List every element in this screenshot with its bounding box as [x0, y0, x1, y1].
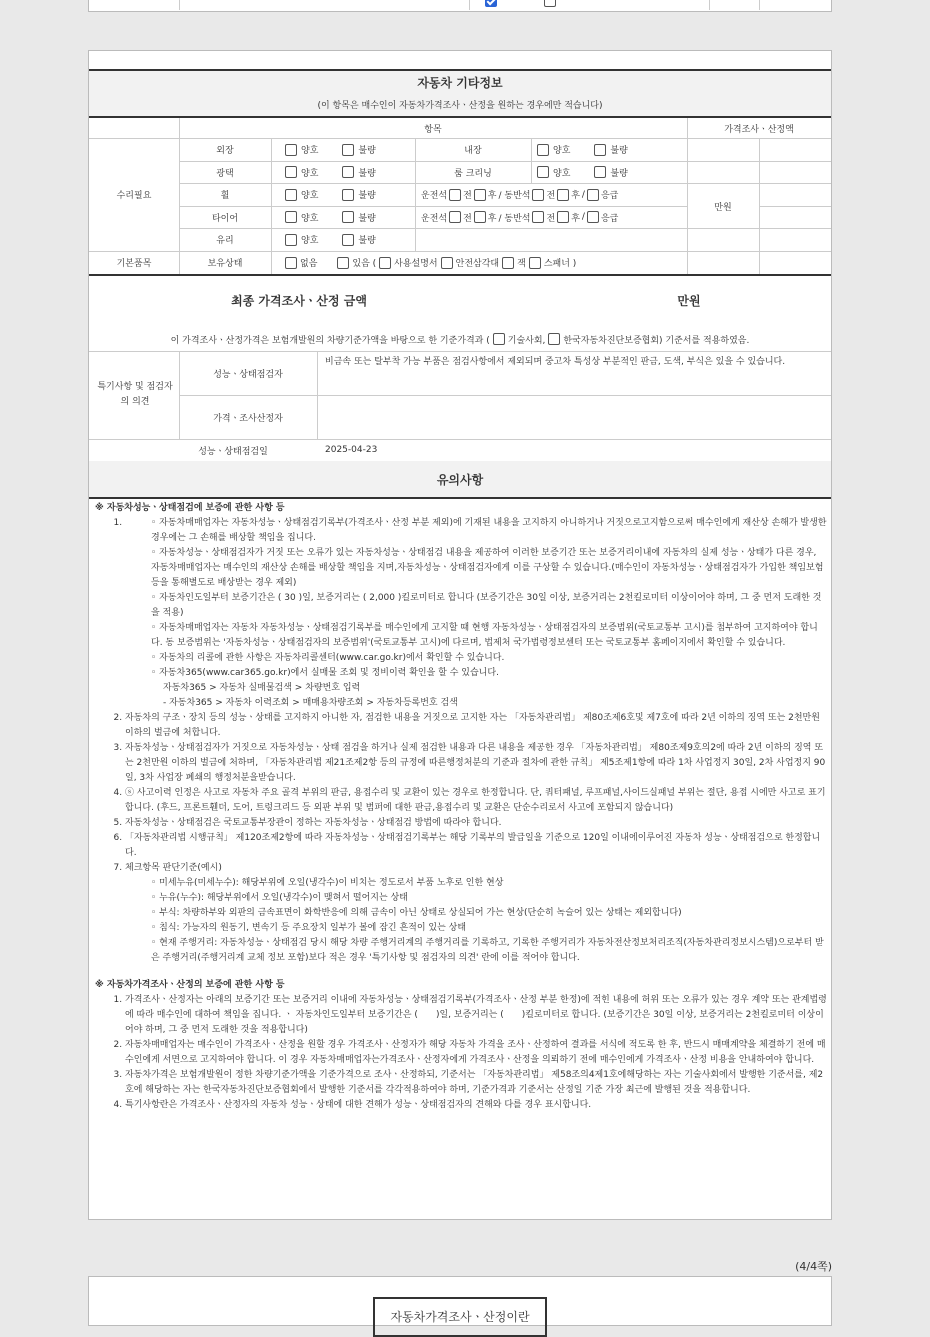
col-price: 가격조사ㆍ산정액: [724, 124, 794, 135]
front-label: 전: [463, 213, 472, 224]
rear-label: 후: [571, 213, 580, 224]
bad-checkbox[interactable]: [544, 0, 556, 7]
triangle-label: 안전삼각대: [455, 259, 500, 269]
good-label: 양호: [301, 191, 319, 201]
good-label: 양호: [553, 168, 571, 179]
seat-checkbox[interactable]: [557, 189, 569, 201]
seat-checkbox[interactable]: [587, 189, 599, 201]
bad-checkbox[interactable]: [342, 166, 354, 178]
good-label: 양호: [553, 146, 571, 156]
seat-checkbox[interactable]: [474, 189, 486, 201]
notice-sub: [125, 681, 827, 711]
good-label: 양호: [301, 236, 319, 246]
bad-label: 불량: [358, 191, 376, 201]
seat-checkbox[interactable]: [532, 189, 544, 201]
notice-bullet: ◦ 자동차의 리콜에 관한 사항은 자동차리콜센터(www.car.go.kr)에서 확인할 수 있습니다.: [151, 651, 827, 666]
choice-group: [537, 138, 677, 161]
rule: [89, 274, 831, 276]
seat-checkbox[interactable]: [557, 211, 569, 223]
bad-checkbox[interactable]: [342, 144, 354, 156]
bad-label: 불량: [358, 146, 376, 156]
final-price-unit: 만원: [677, 293, 701, 308]
special-label: 특기사항 및 점검자의 의견: [97, 382, 173, 407]
seat-checkbox[interactable]: [474, 211, 486, 223]
choice-group: [285, 138, 405, 161]
notice-bullet: ◦ 자동차매매업자는 자동차 자동차성능ㆍ상태점검기록부를 매수인에게 고지할 때 현행 자동차성능ㆍ상태점검자의 보증범위(국토교통부 고시)를 첨부하여 고지하여야 합니다. 동 보증범위는 '자동차성능ㆍ상태점검자의 보증범위'(국토교통부 고시)에 다르며, 법제처 국가법령정보센터 또는 국토교통부 홈페이지에서 확인할 수 있습니다.: [151, 621, 827, 651]
seat-row: [421, 183, 685, 206]
notice-bullet: ◦ 자동차365(www.car365.go.kr)에서 실매물 조회 및 정비이력 확인을 할 수 있습니다.: [151, 666, 827, 681]
bad-checkbox[interactable]: [342, 189, 354, 201]
good-label: 양호: [301, 168, 319, 179]
front-label: 전: [546, 213, 556, 224]
good-checkbox[interactable]: [285, 211, 297, 223]
seat-checkbox[interactable]: [532, 211, 544, 223]
notice-item-text: 자동차의 구조ㆍ장치 등의 성능ㆍ상태를 고지하지 아니한 자, 점검한 내용을 거짓으로 고지한 자는 「자동차관리법」 제80조제6호및 제7호에 따라 2년 이하의 징역 또는 2천만원 이하의 벌금에 처합니다.: [125, 713, 820, 738]
slash-label: /: [581, 212, 585, 222]
price-inspector-label: 가격ㆍ조사산정자: [213, 413, 283, 424]
notice-item-text: 자동차성능ㆍ상태점검자가 거짓으로 자동차성능ㆍ상태 점검을 하거나 실제 점검한 내용과 다른 내용을 제공한 경우 「자동차관리법」 제80조제9호의2에 따라 2년 이하의 징역 또는 2천만원 이하의 벌금에 처하며, 「자동차관리법 제21조제2항 등의 규정에 따른행정처분의 기준과 절차에 관한 규칙」 제5조제1항에 따라 1차 사업정지 30일, 2차 사업정지 90일, 3차 사업장 폐쇄의 행정처분을받습니다.: [125, 743, 826, 783]
notice-item: [125, 741, 827, 786]
spanner-checkbox[interactable]: [529, 257, 541, 269]
repair-unit: 만원: [714, 202, 732, 213]
choice-group: [285, 161, 405, 183]
basic-label: 기본품목: [116, 259, 152, 269]
basic-row: [285, 251, 685, 274]
col-item: 항목: [424, 124, 442, 135]
section2-title: ※ 자동차가격조사ㆍ산정의 보증에 관한 사항 등: [95, 980, 285, 990]
good-label: 양호: [301, 146, 319, 156]
emergency-label: 응급: [600, 191, 619, 201]
good-checkbox[interactable]: [285, 189, 297, 201]
notice-item: [125, 816, 827, 831]
notice-title: 유의사항: [436, 472, 484, 487]
good-checkbox[interactable]: [285, 234, 297, 246]
final-price-label: 최종 가격조사ㆍ산정 금액: [231, 293, 367, 308]
manual-checkbox[interactable]: [379, 257, 391, 269]
seat-checkbox[interactable]: [449, 211, 461, 223]
good-checkbox[interactable]: [285, 166, 297, 178]
basis-checkbox[interactable]: [493, 333, 505, 345]
notice-body: [95, 501, 827, 1113]
notice-item: [125, 831, 827, 861]
front-label: 전: [463, 191, 472, 201]
section-subtitle: (이 항목은 매수인이 자동차가격조사ㆍ산정을 원하는 경우에만 적습니다): [317, 100, 603, 111]
seat-label: 운전석: [421, 191, 448, 201]
seat-checkbox[interactable]: [587, 211, 599, 223]
notice-item-text: 체크항목 판단기준(예시): [125, 863, 222, 873]
seat-label: 운전석: [421, 213, 448, 224]
notice-item: [125, 786, 827, 816]
notice-bullet: ◦ 침식: 가능자의 원동기, 변속기 등 주요장치 일부가 볼에 잠긴 흔적이 있는 상태: [151, 921, 827, 936]
rule: [89, 497, 831, 499]
row-name: 보유상태: [207, 259, 243, 269]
rear-label: 후: [571, 191, 580, 201]
page-3: [88, 50, 832, 1220]
section1-list: [95, 516, 827, 966]
notice-item: 1. 가격조사ㆍ산정자는 아래의 보증기간 또는 보증거리 이내에 자동차성능ㆍ상태점검기록부(가격조사ㆍ산정 부분 한정)에 적힌 내용에 허위 또는 오류가 있는 경우 계약 또는 관계법령에 따라 매수인에 대하여 책임을 집니다. ㆍ 자동차인도일부터 보증기간은 ( )일, 보증거리는 ( )킬로미터로 합니다. (보증기간은 30일 이상, 보증거리는 2천킬로미터 이상이어야 하며, 그 중 먼저 도래한 것을 적용합니다): [125, 993, 827, 1038]
row-name: 내장: [464, 146, 482, 156]
none-checkbox[interactable]: [285, 257, 297, 269]
notice-item: 2. 자동차매매업자는 매수인이 가격조사ㆍ산정을 원할 경우 가격조사ㆍ산정자가 해당 자동차 가격을 조사ㆍ산정하여 결과를 서식에 적도록 한 후, 반드시 매매계약을 체결하기 전에 매수인에게 서면으로 고지하여야 합니다. 이 경우 자동차매매업자는가격조사ㆍ산정자에게 가격조사ㆍ산정을 의뢰하기 전에 매수인에게 가격조사ㆍ산정 비용을 안내하여야 합니다.: [125, 1038, 827, 1068]
notice-bullets: [125, 516, 827, 681]
jack-label: 잭: [517, 259, 526, 269]
notice-sub-line: 자동차365 > 자동차 실매물검색 > 차량번호 입력: [163, 683, 361, 693]
divider: [179, 0, 180, 10]
have-label: 있음 (: [352, 259, 377, 269]
bad-label: 불량: [610, 168, 628, 179]
notice-bullet: ◦ 1. 자동차매매업자는 자동차성능ㆍ상태점검기록부(가격조사ㆍ산정 부분 제외)에 기재된 내용을 고지하지 아니하거나 거짓으로고지함으로써 매수인에게 재산상 손해가 발생한 경우에는 그 손해를 배상할 책임을 집니다.: [151, 516, 827, 546]
notice-bullet: ◦ 미세누유(미세누수): 해당부위에 오일(냉각수)이 비치는 정도로서 부품 노후로 인한 현상: [151, 876, 827, 891]
good-label: 양호: [301, 213, 319, 224]
choice-group: [285, 206, 405, 228]
basis-opt2: 한국자동차진단보증협회) 기준서를 적용하였음.: [563, 335, 750, 346]
notice-item: 3. 자동차가격은 보험개발원이 정한 차량기준가액을 기준가격으로 조사ㆍ산정하되, 기준서는 「자동차관리법」 제58조의4제1호에해당하는 자는 기술사회에서 발행한 기준서를, 제2호에 해당하는 자는 한국자동차진단보증협회에서 발행한 기준서를 각각적용하여야 하며, 기준가격과 기준서는 산정일 기준 가장 최근에 발행된 것을 적용합니다.: [125, 1068, 827, 1098]
row-name: 광택: [216, 168, 234, 179]
date-label: 성능ㆍ상태점검일: [198, 446, 268, 457]
section1-title: ※ 자동차성능ㆍ상태점검에 보증에 관한 사항 등: [95, 503, 285, 513]
page4-title: 자동차가격조사ㆍ산정이란: [390, 1309, 530, 1324]
rear-label: 후: [487, 213, 497, 224]
bad-label: 불량: [358, 168, 376, 179]
bad-checkbox[interactable]: [342, 234, 354, 246]
good-checkbox[interactable]: [537, 144, 549, 156]
notice-item-text: 「자동차관리법 시행규칙」 제120조제2항에 따라 자동차성능ㆍ상태점검기록부는 해당 기록부의 발급일을 기준으로 120일 이내에이루어진 자동차 성능ㆍ상태점검으로 한정합니다.: [125, 833, 821, 858]
jack-checkbox[interactable]: [502, 257, 514, 269]
good-checkbox-checked[interactable]: [485, 0, 497, 7]
basis-row: [89, 329, 831, 349]
bad-label: 불량: [610, 146, 628, 156]
seat-checkbox[interactable]: [449, 189, 461, 201]
page-number: (4/4쪽): [795, 1260, 832, 1273]
emergency-label: 응급: [600, 213, 619, 224]
basis-checkbox[interactable]: [548, 333, 560, 345]
basis-opt1: 기술사회,: [507, 335, 546, 346]
choice-group: [285, 228, 405, 251]
notice-bullet: ◦ 누유(누수): 해당부위에서 오일(냉각수)이 맺혀서 떨어지는 상태: [151, 891, 827, 906]
row-name: 타이어: [211, 213, 239, 224]
triangle-checkbox[interactable]: [441, 257, 453, 269]
inspector-label: 성능ㆍ상태점검자: [213, 369, 283, 380]
have-checkbox[interactable]: [337, 257, 349, 269]
notice-bullet: ◦ 자동차성능ㆍ상태점검자가 거짓 또는 오류가 있는 자동차성능ㆍ상태점검 내용을 제공하여 이러한 보증기간 또는 보증거리이내에 자동차의 실제 성능ㆍ상태가 다른 경우, 자동차매매업자는 매수인의 재산상 손해를 배상할 책임을 지며,자동차성능ㆍ상태점검자에게 이를 구상할 수 있습니다.(매수인이 자동차성능ㆍ상태점검자가 가입한 책임보험 등을 통해별도로 배상받는 경우 제외): [151, 546, 827, 591]
row-name: 외장: [216, 146, 234, 156]
notice-item: [125, 711, 827, 741]
section2-list: [95, 993, 827, 1113]
notice-bullets: [125, 876, 827, 966]
notice-bullet: ◦ 부식: 차량하부와 외판의 금속표면이 화학반응에 의해 금속이 아닌 상태로 상실되어 가는 현상(단순히 녹슬어 있는 상태는 제외합니다): [151, 906, 827, 921]
repair-label: 수리필요: [116, 191, 152, 201]
good-checkbox[interactable]: [537, 166, 549, 178]
choice-group: [285, 183, 405, 206]
rear-label: 후: [487, 191, 497, 201]
notice-item-text: 자동차성능ㆍ상태점검은 국토교통부장관이 정하는 자동차성능ㆍ상태점검 방법에 따라야 합니다.: [125, 818, 502, 828]
bad-checkbox[interactable]: [594, 144, 606, 156]
notice-bullet: ◦ 자동차인도일부터 보증기간은 ( 30 )일, 보증거리는 ( 2,000 )킬로미터로 합니다 (보증기간은 30일 이상, 보증거리는 2천킬로미터 이상이어야 하며, 그 중 먼저 도래한 것을 적용): [151, 591, 827, 621]
inspector-opinion: 비금속 또는 탈부착 가능 부품은 점검사항에서 제외되며 중고차 특성상 부분적인 판금, 도색, 부식은 있을 수 있습니다.: [325, 357, 786, 367]
slash-label: / 동반석: [498, 213, 531, 224]
bad-label: 불량: [358, 236, 376, 246]
page2-fragment: [88, 0, 832, 12]
none-label: 없음: [300, 259, 318, 269]
row-name: 휠: [220, 191, 230, 201]
divider: [759, 0, 760, 10]
seat-row: [421, 206, 685, 228]
bad-checkbox[interactable]: [342, 211, 354, 223]
section-title: 자동차 기타정보: [417, 75, 503, 90]
row-name: 룸 크리닝: [454, 168, 492, 179]
date-value: 2025-04-23: [325, 445, 378, 455]
bad-label: 불량: [358, 213, 376, 224]
good-checkbox[interactable]: [285, 144, 297, 156]
divider: [709, 0, 710, 10]
rule: [759, 206, 831, 207]
manual-label: 사용설명서: [394, 259, 438, 269]
slash-label: /: [581, 189, 585, 200]
front-label: 전: [546, 191, 556, 201]
notice-bullet: ◦ 현재 주행거리: 자동차성능ㆍ상태점검 당시 해당 차량 주행거리계의 주행거리를 기록하고, 기록한 주행거리가 자동차전산정보처리조직(자동차관리정보시스템)으로부터 받은 주행거리(주행거리계 교체 정보 포함)보다 적은 경우 '특기사항 및 점검자의 의견' 란에 이를 적어야 합니다.: [151, 936, 827, 966]
notice-sub-line: - 자동차365 > 자동차 이력조회 > 매매용차량조회 > 자동차등록번호 검색: [163, 698, 458, 708]
divider: [469, 0, 470, 10]
row-name: 유리: [216, 236, 234, 246]
notice-item-text: ⓢ 사고이력 인정은 사고로 자동차 주요 골격 부위의 판금, 용접수리 및 교환이 있는 경우로 한정합니다. 단, 쿼터패널, 루프패널,사이드실패널 부위는 절단, 용접 시에만 사고로 표기합니다. (후드, 프론트휀더, 도어, 트렁크리드 등 외판 부위 및 범퍼에 대한 판금,용접수리 및 교환은 단순수리로서 사고에 포함되지 않습니다): [125, 788, 826, 813]
notice-item: 4. 특기사항란은 가격조사ㆍ산정자의 자동차 성능ㆍ상태에 대한 견해가 성능ㆍ상태점검자의 견해와 다를 경우 표시합니다.: [125, 1098, 827, 1113]
bad-checkbox[interactable]: [594, 166, 606, 178]
spanner-label: 스패너 ): [543, 259, 577, 269]
slash-label: / 동반석: [498, 191, 531, 201]
notice-item: [125, 861, 827, 966]
choice-group: [537, 161, 677, 183]
basis-text: 이 가격조사ㆍ산정가격은 보험개발원의 차량기준가액을 바탕으로 한 기준가격과 (: [170, 335, 490, 346]
notice-item: [125, 516, 827, 711]
